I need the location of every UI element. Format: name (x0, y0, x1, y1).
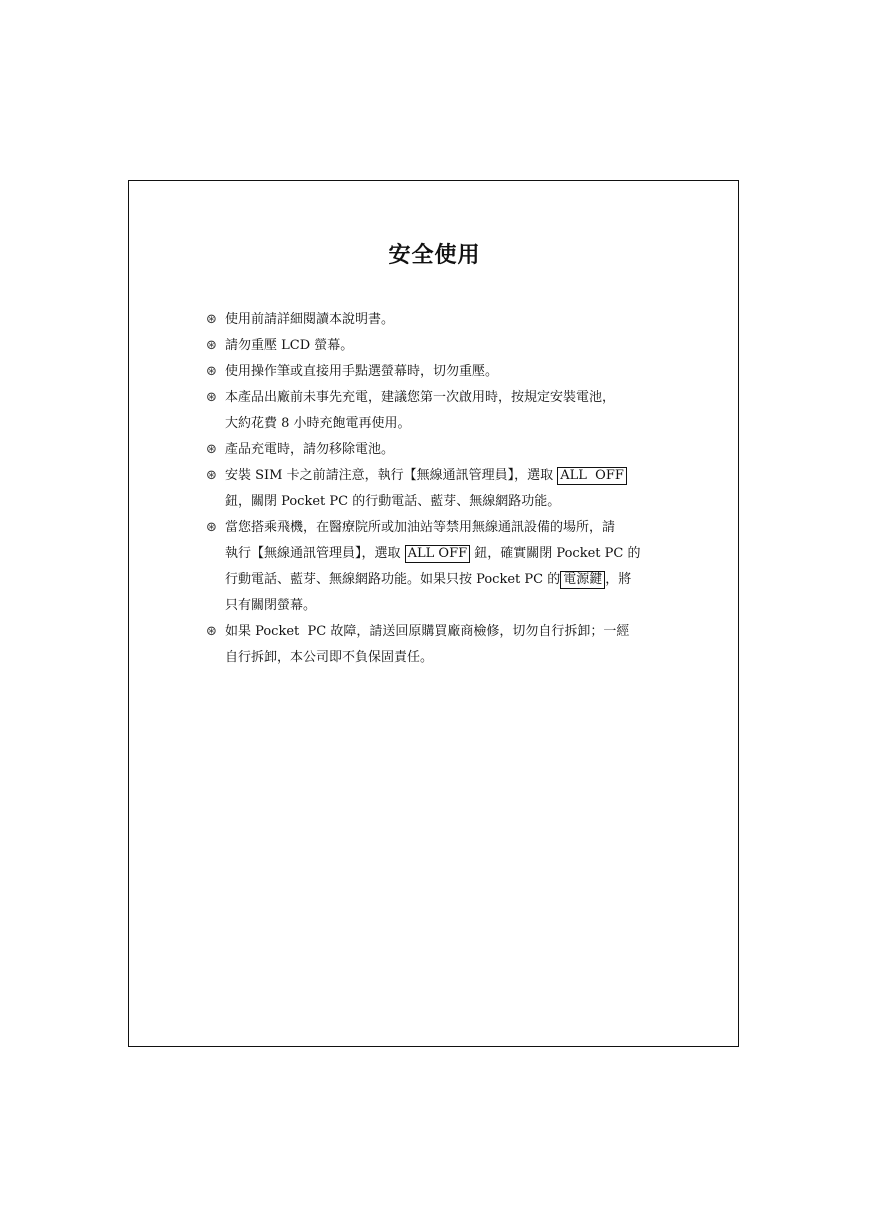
bullet-icon: ⊛ (206, 520, 217, 535)
note-text: 本產品出廠前未事先充電，建議您第一次啟用時，按規定安裝電池， (225, 390, 616, 405)
note-text: 使用前請詳細閱讀本說明書。 (225, 312, 395, 327)
note-text: 產品充電時，請勿移除電池。 (225, 442, 395, 457)
note-line (225, 463, 666, 489)
note-item (206, 515, 666, 619)
note-line (225, 307, 666, 333)
boxed-key-label: ALL OFF (557, 467, 627, 485)
note-line (225, 359, 666, 385)
note-text: 鈕，確實關閉 Pocket PC 的 (470, 546, 641, 561)
boxed-key-label: 電源鍵 (560, 571, 605, 589)
note-text: 自行拆卸，本公司即不負保固責任。 (225, 650, 434, 665)
bullet-icon: ⊛ (206, 364, 217, 379)
bullet-icon: ⊛ (206, 442, 217, 457)
note-line (225, 515, 666, 541)
note-line (225, 645, 666, 671)
bullet-icon: ⊛ (206, 312, 217, 327)
note-text: 使用操作筆或直接用手點選螢幕時，切勿重壓。 (225, 364, 499, 379)
note-line (225, 619, 666, 645)
note-item (206, 359, 666, 385)
note-line (225, 437, 666, 463)
note-line (225, 567, 666, 593)
safety-notes-list (206, 307, 666, 671)
note-line (225, 385, 666, 411)
note-line (225, 593, 666, 619)
note-text: 執行【無線通訊管理員】，選取 (225, 546, 405, 561)
note-text: 鈕，關閉 Pocket PC 的行動電話、藍芽、無線網路功能。 (225, 494, 561, 509)
note-item (206, 385, 666, 437)
bullet-icon: ⊛ (206, 338, 217, 353)
note-line (225, 489, 666, 515)
note-item (206, 437, 666, 463)
note-text: 當您搭乘飛機，在醫療院所或加油站等禁用無線通訊設備的場所，請 (225, 520, 616, 535)
note-item (206, 307, 666, 333)
bullet-icon: ⊛ (206, 468, 217, 483)
note-text: 請勿重壓 LCD 螢幕。 (225, 338, 354, 353)
note-text: 如果 Pocket PC 故障，請送回原購買廠商檢修，切勿自行拆卸；一經 (225, 624, 630, 639)
bullet-icon: ⊛ (206, 390, 217, 405)
note-item (206, 333, 666, 359)
note-line (225, 333, 666, 359)
note-text: ，將 (605, 572, 632, 587)
note-line (225, 541, 666, 567)
note-line (225, 411, 666, 437)
boxed-key-label: ALL OFF (405, 545, 470, 563)
note-text: 安裝 SIM 卡之前請注意，執行【無線通訊管理員】，選取 (225, 468, 558, 483)
bullet-icon: ⊛ (206, 624, 217, 639)
note-item (206, 619, 666, 671)
note-item (206, 463, 666, 515)
note-text: 行動電話、藍芽、無線網路功能。如果只按 Pocket PC 的 (225, 572, 561, 587)
note-text: 只有關閉螢幕。 (225, 598, 317, 613)
page-title: 安全使用 (388, 243, 481, 268)
note-text: 大約花費 8 小時充飽電再使用。 (225, 416, 411, 431)
